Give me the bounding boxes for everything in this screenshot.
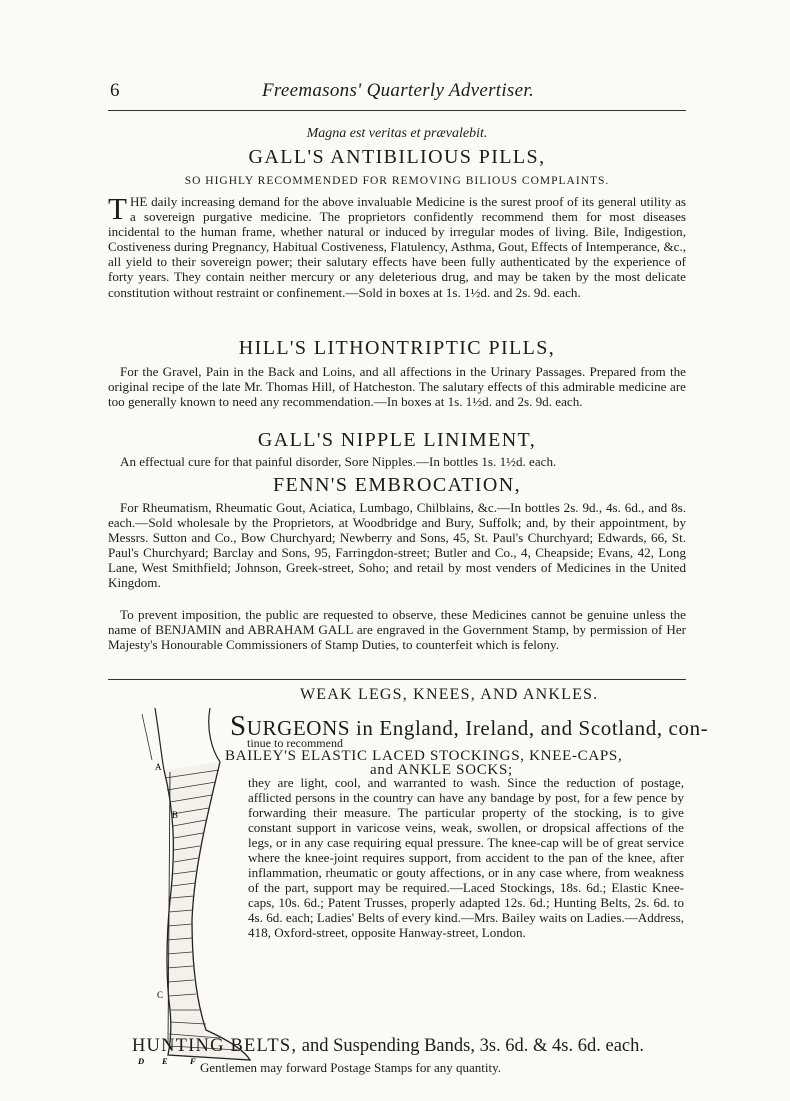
- weak-legs-heading: WEAK LEGS, KNEES, AND ANKLES.: [300, 686, 599, 703]
- hunting-belts-line: [132, 1036, 644, 1057]
- fenn-title: FENN'S EMBROCATION,: [272, 474, 521, 496]
- hill-pills-title: HILL'S LITHONTRIPTIC PILLS,: [238, 337, 556, 359]
- hunting-belts-rest: and Suspending Bands, 3s. 6d. & 4s. 6d. each.: [297, 1036, 645, 1056]
- liniment-title: GALL'S NIPPLE LINIMENT,: [257, 429, 537, 451]
- label-a: A: [155, 762, 162, 772]
- page-header: [108, 80, 688, 108]
- leader-line: [142, 714, 152, 760]
- surgeons-cap: S: [230, 710, 247, 742]
- label-e: E: [162, 1056, 168, 1066]
- gall-pills-text: HE daily increasing demand for the above invaluable Medicine is the surest proof of its general utility as a sovereign purgative medicine. The proprietors confidently recommend them for most diseases incidental to the human frame, whether natural or induced by irregular modes of living. Bile, Indigestion, Costiveness during Pregnancy, Habitual Costiveness, Flatulency, Asthma, Gout, Effects of Intemperance, &c., all yield to their sovereign power; their salutary effects have been fully authenticated by the experience of forty years. They contain neither mercury or any deleterious drug, and may be taken by the most delicate constitution without restraint or confinement.—Sold in boxes at 1s. 1½d. and 2s. 9d. each.: [108, 194, 686, 300]
- drop-cap: T: [108, 191, 127, 226]
- header-rule: [108, 110, 686, 111]
- continue-line: tinue to recommend: [247, 736, 343, 750]
- gall-pills-body: [108, 191, 686, 300]
- section-rule: [108, 679, 686, 680]
- label-d: D: [138, 1056, 145, 1066]
- label-f: F: [190, 1056, 196, 1066]
- hill-pills-body: For the Gravel, Pain in the Back and Loins, and all affections in the Urinary Passages. Prepared from the original recipe of the late Mr. Thomas Hill, of Hatcheston. The salutary effects of this admirable medicine are too generally known to need any recommendation.—In boxes at 1s. 1½d. and 2s. 9d. each.: [108, 364, 686, 410]
- liniment-body: An effectual cure for that painful disorder, Sore Nipples.—In bottles 1s. 1½d. each.: [120, 454, 557, 469]
- fenn-notice: To prevent imposition, the public are requested to observe, these Medicines cannot be genuine unless the name of BENJAMIN and ABRAHAM GALL are engraved in the Government Stamp, by permission of Her Majesty's Honourable Commissioners of Stamp Duties, to counterfeit which is felony.: [108, 607, 686, 653]
- bailey-body: they are light, cool, and warranted to wash. Since the reduction of postage, afflicted persons in the country can have any bandage by post, for a few pence by forwarding their measure. The particular property of the stocking, is to give constant support in varicose veins, weak, swollen, or dropsical affections of the legs, or in any case requiring equal pressure. The knee-cap will be of great service where the knee-joint requires support, from accident to the pan of the knee, after inflammation, rheumatic or gouty affections, or in any case where, from weakness of the part, support may be required.—Laced Stockings, 18s. 6d.; Elastic Knee-caps, 10s. 6d.; Patent Trusses, properly adapted 12s. 6d.; Hunting Belts, 2s. 6d. to 4s. 6d. each; Ladies' Belts of every kind.—Mrs. Bailey waits on Ladies.—Address, 418, Oxford-street, opposite Hanway-street, London.: [248, 775, 684, 940]
- latin-motto: Magna est veritas et prævalebit.: [306, 126, 488, 141]
- stockings-line: BAILEY'S ELASTIC LACED STOCKINGS, KNEE-CAPS,: [225, 748, 623, 764]
- thigh-outline: [155, 708, 220, 770]
- gall-pills-title: GALL'S ANTIBILIOUS PILLS,: [248, 146, 546, 168]
- hunting-belts-caps: HUNTING BELTS,: [132, 1036, 298, 1056]
- running-title: Freemasons' Quarterly Advertiser.: [261, 80, 534, 101]
- gentlemen-note: Gentlemen may forward Postage Stamps for any quantity.: [200, 1060, 501, 1075]
- label-c: C: [157, 990, 164, 1000]
- label-b: B: [172, 810, 179, 820]
- socks-line: and ANKLE SOCKS;: [370, 762, 513, 778]
- surgeons-rest: URGEONS in England, Ireland, and Scotland, con-: [246, 716, 709, 740]
- gall-pills-subtitle: SO HIGHLY RECOMMENDED FOR REMOVING BILIOUS COMPLAINTS.: [184, 175, 610, 187]
- page-number: 6: [110, 80, 120, 101]
- fenn-body: For Rheumatism, Rheumatic Gout, Aciatica, Lumbago, Chilblains, &c.—In bottles 2s. 9d., 4s. 6d., and 8s. each.—Sold wholesale by the Proprietors, at Woodbridge and Bury, Suffolk; and, by their appointment, by Messrs. Sutton and Co., Bow Churchyard; Newberry and Sons, 45, St. Paul's Churchyard; Edwards, 66, St. Paul's Churchyard; Barclay and Sons, 95, Farringdon-street; Butler and Co., 4, Cheapside; Evans, 42, Long Lane, West Smithfield; Johnson, Greek-street, Soho; and retail by most venders of Medicines in the United Kingdom.: [108, 500, 686, 591]
